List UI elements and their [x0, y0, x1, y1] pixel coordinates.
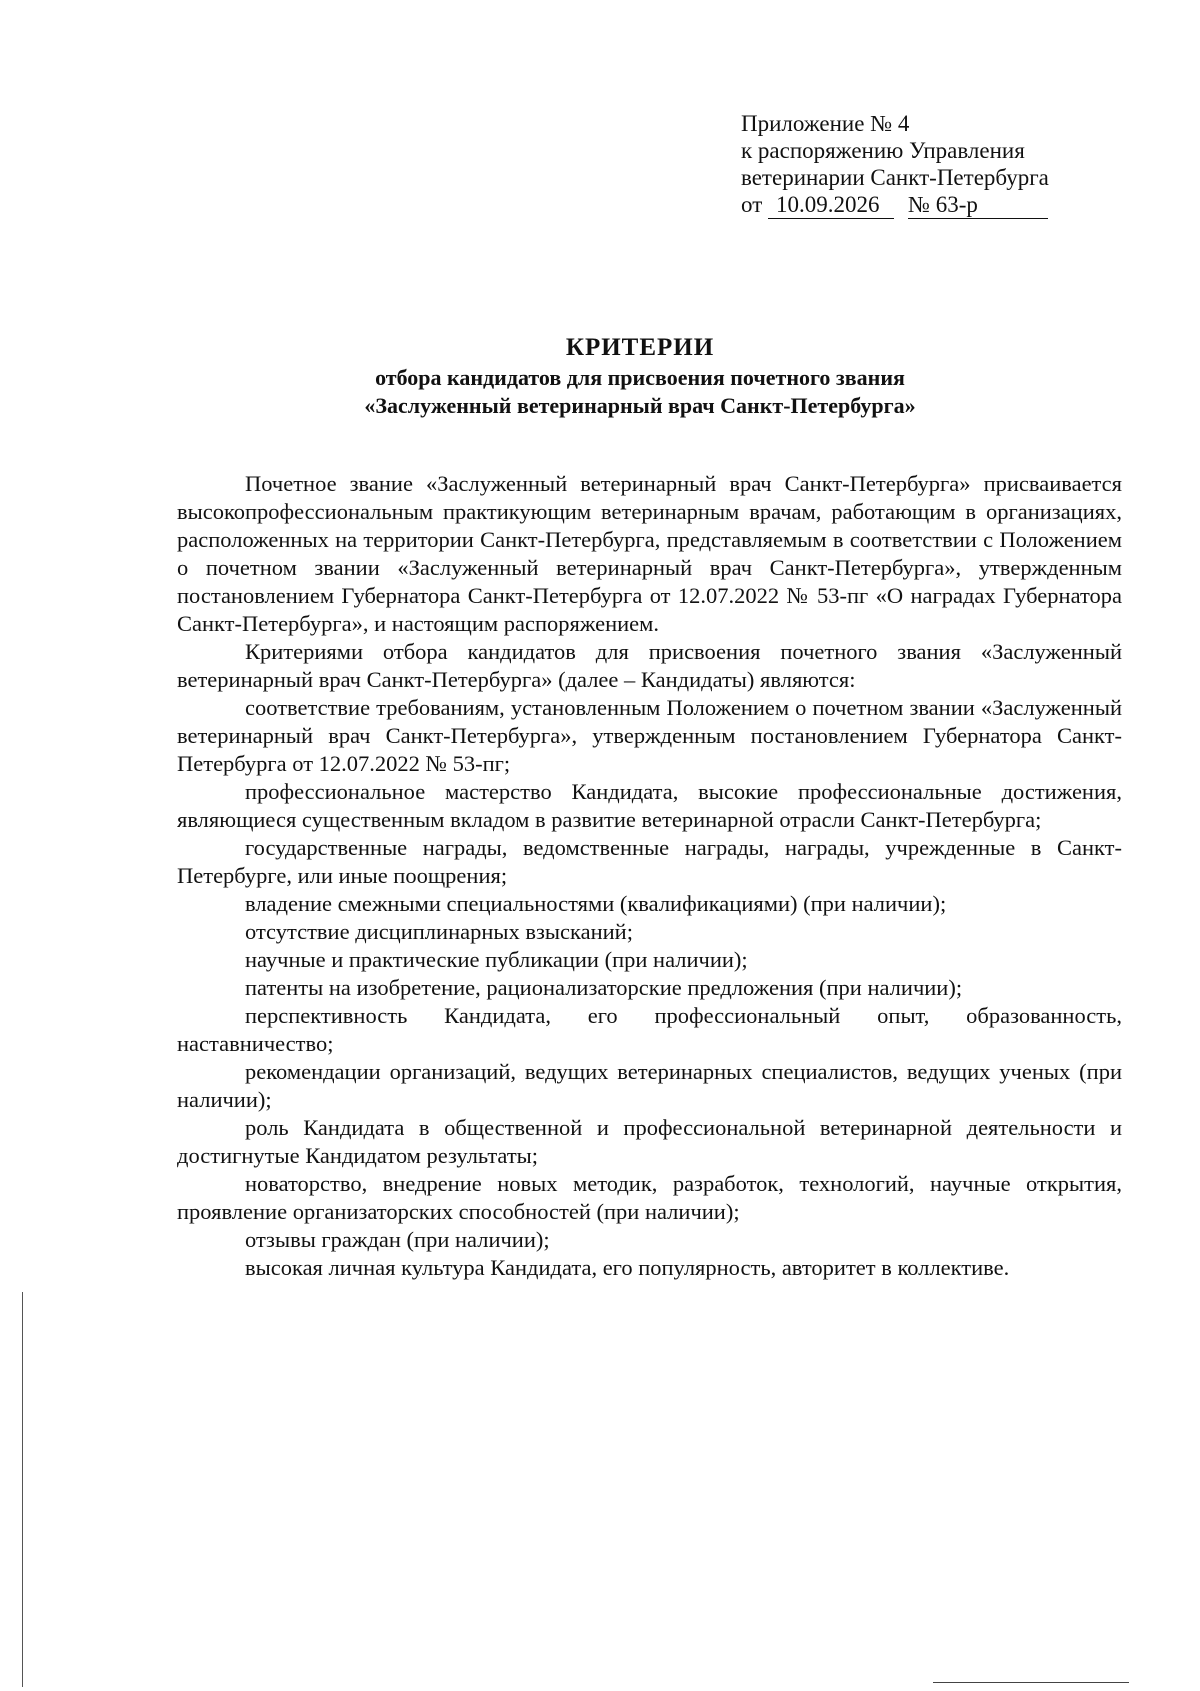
- criterion-item: профессиональное мастерство Кандидата, высокие профессиональные достижения, являющиеся существенным вкладом в развитие ветеринарной отрасли Санкт-Петербурга;: [177, 779, 1122, 832]
- criterion-item: высокая личная культура Кандидата, его популярность, авторитет в коллективе.: [245, 1255, 1010, 1280]
- annex-reference: к распоряжению Управления: [741, 138, 1025, 163]
- document-body: [177, 470, 1122, 1282]
- paragraph: Критериями отбора кандидатов для присвоения почетного звания «Заслуженный ветеринарный врач Санкт-Петербурга» (далее – Кандидаты) являются:: [177, 639, 1122, 692]
- annex-date-prefix: от: [741, 192, 763, 217]
- footer-rule: [933, 1682, 1129, 1683]
- title-subtitle-1: отбора кандидатов для присвоения почетного звания: [375, 365, 905, 390]
- annex-date: 10.09.2026: [768, 191, 894, 219]
- scan-margin-line: [22, 1292, 23, 1687]
- criterion-item: рекомендации организаций, ведущих ветеринарных специалистов, ведущих ученых (при наличии);: [177, 1059, 1122, 1112]
- criterion-item: перспективность Кандидата, его профессиональный опыт, образованность, наставничество;: [177, 1003, 1122, 1056]
- paragraph: Почетное звание «Заслуженный ветеринарный врач Санкт-Петербурга» присваивается высокопрофессиональным практикующим ветеринарным врачам, работающим в организациях, расположенных на территории Санкт-Петербурга, представляемым в соответствии с Положением о почетном звании «Заслуженный ветеринарный врач Санкт-Петербурга», утвержденным постановлением Губернатора Санкт-Петербурга от 12.07.2022 № 53-пг «О наградах Губернатора Санкт-Петербурга», и настоящим распоряжением.: [177, 471, 1122, 636]
- annex-number: № 63-р: [908, 191, 1048, 219]
- criterion-item: роль Кандидата в общественной и профессиональной ветеринарной деятельности и достигнутые Кандидатом результаты;: [177, 1115, 1122, 1168]
- criterion-item: владение смежными специальностями (квалификациями) (при наличии);: [245, 891, 947, 916]
- criterion-item: отзывы граждан (при наличии);: [245, 1227, 550, 1252]
- criterion-item: отсутствие дисциплинарных взысканий;: [245, 919, 633, 944]
- annex-authority: ветеринарии Санкт-Петербурга: [741, 165, 1049, 190]
- annex-header: [741, 110, 1081, 219]
- criterion-item: новаторство, внедрение новых методик, разработок, технологий, научные открытия, проявление организаторских способностей (при наличии);: [177, 1171, 1122, 1224]
- title-subtitle-2: «Заслуженный ветеринарный врач Санкт-Петербурга»: [364, 393, 916, 418]
- title-main: КРИТЕРИИ: [565, 334, 715, 361]
- criterion-item: патенты на изобретение, рационализаторские предложения (при наличии);: [245, 975, 963, 1000]
- criterion-item: государственные награды, ведомственные награды, награды, учрежденные в Санкт-Петербурге, или иные поощрения;: [177, 835, 1122, 888]
- annex-date-line: [741, 191, 1081, 219]
- annex-title: Приложение № 4: [741, 111, 910, 136]
- criterion-item: научные и практические публикации (при наличии);: [245, 947, 748, 972]
- criterion-item: соответствие требованиям, установленным Положением о почетном звании «Заслуженный ветеринарный врач Санкт-Петербурга», утвержденным постановлением Губернатора Санкт-Петербурга от 12.07.2022 № 53-пг;: [177, 695, 1122, 776]
- document-title: [170, 332, 1110, 420]
